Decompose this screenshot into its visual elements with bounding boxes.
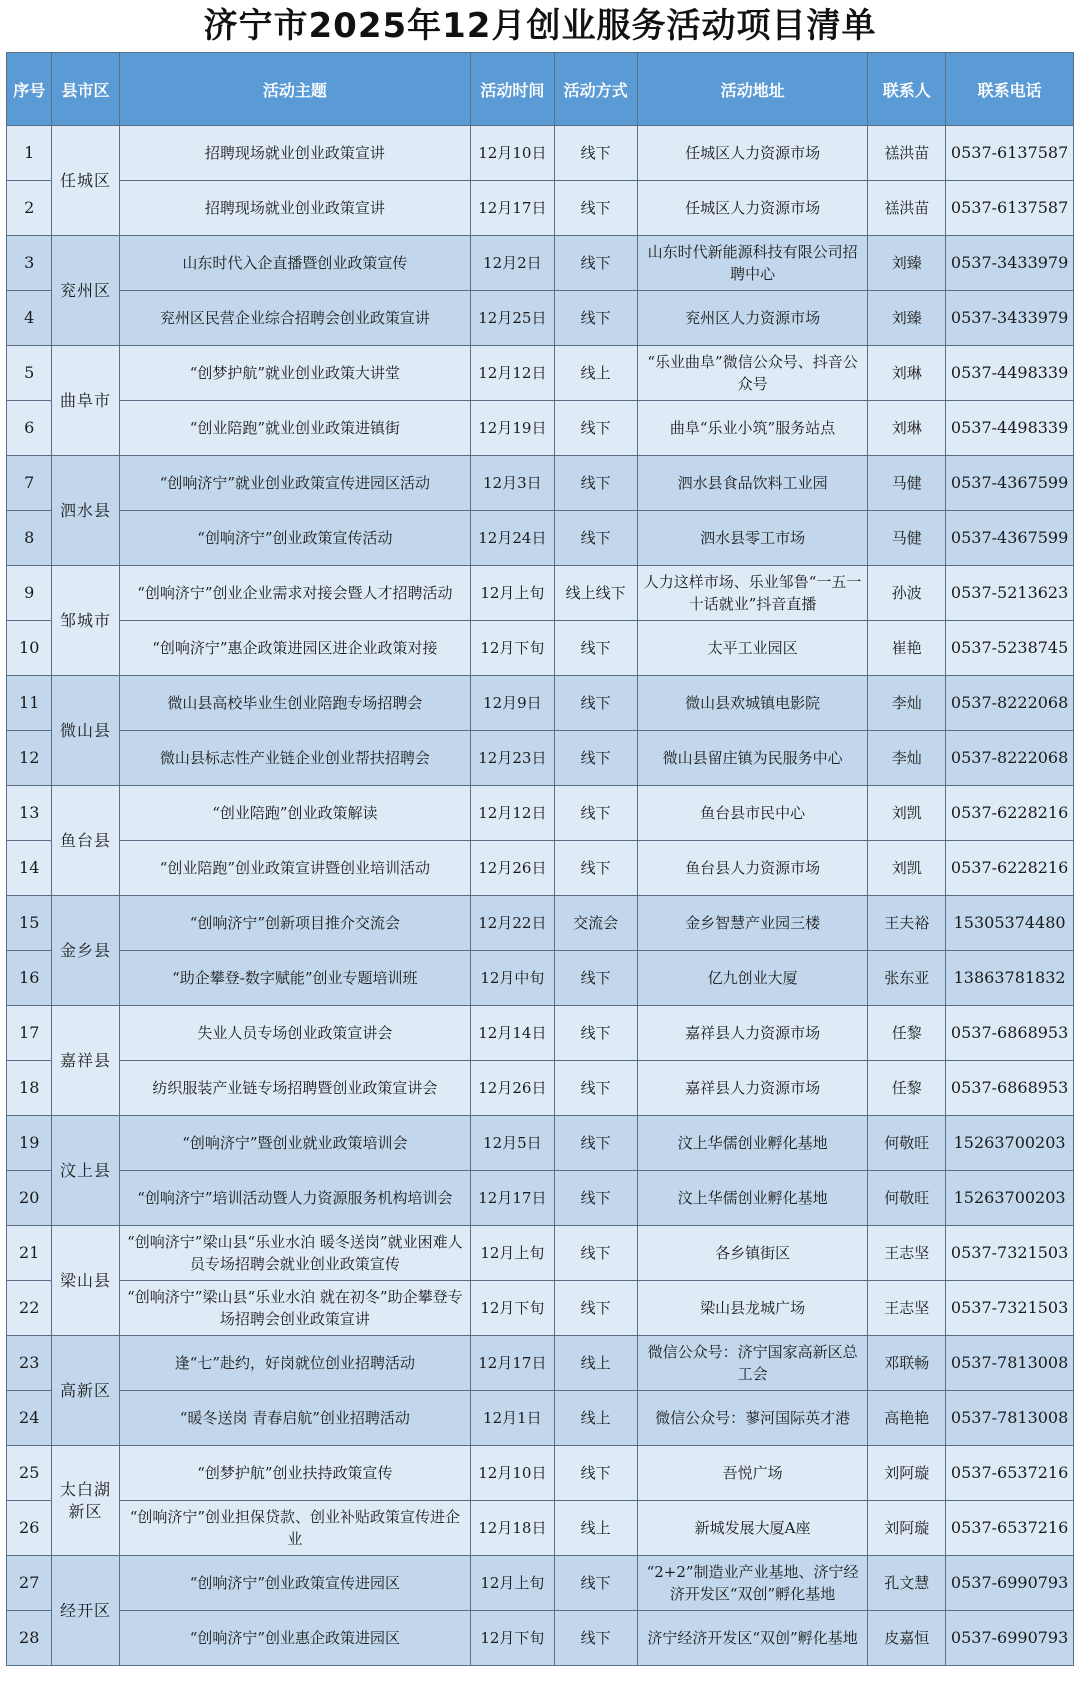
contact-cell: 邓联畅 — [868, 1336, 946, 1391]
phone-cell: 0537-6537216 — [946, 1446, 1074, 1501]
topic-cell: “创响济宁”惠企政策进园区进企业政策对接 — [119, 621, 471, 676]
phone-cell: 0537-4498339 — [946, 346, 1074, 401]
seq-cell: 6 — [7, 401, 52, 456]
contact-cell: 孔文慧 — [868, 1556, 946, 1611]
table-row — [7, 401, 1074, 456]
seq-cell: 16 — [7, 951, 52, 1006]
table-row — [7, 951, 1074, 1006]
contact-cell: 何敬旺 — [868, 1171, 946, 1226]
phone-cell: 0537-5213623 — [946, 566, 1074, 621]
address-cell: 鱼台县人力资源市场 — [637, 841, 867, 896]
mode-cell: 线下 — [554, 951, 637, 1006]
address-cell: 人力这样市场、乐业邹鲁“一五一十话就业”抖音直播 — [637, 566, 867, 621]
county-cell: 金乡县 — [52, 896, 119, 1006]
mode-cell: 线下 — [554, 731, 637, 786]
seq-cell: 15 — [7, 896, 52, 951]
contact-cell: 禚洪苗 — [868, 181, 946, 236]
time-cell: 12月1日 — [471, 1391, 554, 1446]
table-row — [7, 786, 1074, 841]
address-cell: 嘉祥县人力资源市场 — [637, 1061, 867, 1116]
table-row — [7, 676, 1074, 731]
topic-cell: 微山县高校毕业生创业陪跑专场招聘会 — [119, 676, 471, 731]
phone-cell: 0537-8222068 — [946, 676, 1074, 731]
time-cell: 12月22日 — [471, 896, 554, 951]
address-cell: 汶上华儒创业孵化基地 — [637, 1171, 867, 1226]
time-cell: 12月12日 — [471, 346, 554, 401]
seq-cell: 8 — [7, 511, 52, 566]
time-cell: 12月9日 — [471, 676, 554, 731]
time-cell: 12月5日 — [471, 1116, 554, 1171]
mode-cell: 线下 — [554, 511, 637, 566]
address-cell: 山东时代新能源科技有限公司招聘中心 — [637, 236, 867, 291]
table-row — [7, 1226, 1074, 1281]
county-cell: 任城区 — [52, 126, 119, 236]
activity-table — [6, 52, 1074, 1666]
contact-cell: 王夫裕 — [868, 896, 946, 951]
phone-cell: 0537-7813008 — [946, 1336, 1074, 1391]
address-cell: 鱼台县市民中心 — [637, 786, 867, 841]
topic-cell: “创响济宁”创业政策宣传活动 — [119, 511, 471, 566]
col-header-phone: 联系电话 — [946, 53, 1074, 126]
county-cell: 鱼台县 — [52, 786, 119, 896]
topic-cell: “创响济宁”梁山县“乐业水泊 暖冬送岗”就业困难人员专场招聘会就业创业政策宣传 — [119, 1226, 471, 1281]
topic-cell: 招聘现场就业创业政策宣讲 — [119, 126, 471, 181]
topic-cell: 纺织服装产业链专场招聘暨创业政策宣讲会 — [119, 1061, 471, 1116]
phone-cell: 0537-6228216 — [946, 841, 1074, 896]
address-cell: 吾悦广场 — [637, 1446, 867, 1501]
address-cell: 微信公众号：蓼河国际英才港 — [637, 1391, 867, 1446]
col-header-topic: 活动主题 — [119, 53, 471, 126]
time-cell: 12月18日 — [471, 1501, 554, 1556]
phone-cell: 0537-7321503 — [946, 1281, 1074, 1336]
time-cell: 12月17日 — [471, 1336, 554, 1391]
table-row — [7, 731, 1074, 786]
contact-cell: 张东亚 — [868, 951, 946, 1006]
address-cell: 任城区人力资源市场 — [637, 181, 867, 236]
contact-cell: 孙波 — [868, 566, 946, 621]
contact-cell: 刘凯 — [868, 786, 946, 841]
table-row — [7, 1336, 1074, 1391]
contact-cell: 高艳艳 — [868, 1391, 946, 1446]
topic-cell: “创响济宁”创业企业需求对接会暨人才招聘活动 — [119, 566, 471, 621]
phone-cell: 0537-5238745 — [946, 621, 1074, 676]
col-header-address: 活动地址 — [637, 53, 867, 126]
county-cell: 汶上县 — [52, 1116, 119, 1226]
phone-cell: 0537-4498339 — [946, 401, 1074, 456]
contact-cell: 何敬旺 — [868, 1116, 946, 1171]
county-cell: 微山县 — [52, 676, 119, 786]
contact-cell: 刘阿璇 — [868, 1446, 946, 1501]
time-cell: 12月2日 — [471, 236, 554, 291]
topic-cell: 山东时代入企直播暨创业政策宣传 — [119, 236, 471, 291]
contact-cell: 刘臻 — [868, 291, 946, 346]
county-cell: 曲阜市 — [52, 346, 119, 456]
time-cell: 12月下旬 — [471, 1281, 554, 1336]
contact-cell: 禚洪苗 — [868, 126, 946, 181]
seq-cell: 18 — [7, 1061, 52, 1116]
table-row — [7, 1556, 1074, 1611]
topic-cell: “创梦护航”创业扶持政策宣传 — [119, 1446, 471, 1501]
mode-cell: 线下 — [554, 1226, 637, 1281]
topic-cell: “创响济宁”就业创业政策宣传进园区活动 — [119, 456, 471, 511]
mode-cell: 线下 — [554, 181, 637, 236]
contact-cell: 任黎 — [868, 1061, 946, 1116]
time-cell: 12月12日 — [471, 786, 554, 841]
address-cell: “2+2”制造业产业基地、济宁经济开发区“双创”孵化基地 — [637, 1556, 867, 1611]
mode-cell: 线上 — [554, 346, 637, 401]
phone-cell: 15263700203 — [946, 1116, 1074, 1171]
mode-cell: 线下 — [554, 126, 637, 181]
contact-cell: 刘阿璇 — [868, 1501, 946, 1556]
table-row — [7, 1116, 1074, 1171]
mode-cell: 线下 — [554, 841, 637, 896]
seq-cell: 11 — [7, 676, 52, 731]
time-cell: 12月25日 — [471, 291, 554, 346]
mode-cell: 线下 — [554, 1061, 637, 1116]
phone-cell: 0537-6990793 — [946, 1611, 1074, 1666]
seq-cell: 17 — [7, 1006, 52, 1061]
time-cell: 12月10日 — [471, 126, 554, 181]
time-cell: 12月26日 — [471, 841, 554, 896]
mode-cell: 线下 — [554, 236, 637, 291]
table-row — [7, 841, 1074, 896]
seq-cell: 21 — [7, 1226, 52, 1281]
seq-cell: 12 — [7, 731, 52, 786]
address-cell: 曲阜“乐业小筑”服务站点 — [637, 401, 867, 456]
seq-cell: 26 — [7, 1501, 52, 1556]
time-cell: 12月19日 — [471, 401, 554, 456]
seq-cell: 14 — [7, 841, 52, 896]
col-header-time: 活动时间 — [471, 53, 554, 126]
topic-cell: “创业陪跑”创业政策解读 — [119, 786, 471, 841]
seq-cell: 27 — [7, 1556, 52, 1611]
table-row — [7, 1061, 1074, 1116]
table-row — [7, 346, 1074, 401]
topic-cell: 失业人员专场创业政策宣讲会 — [119, 1006, 471, 1061]
seq-cell: 19 — [7, 1116, 52, 1171]
phone-cell: 13863781832 — [946, 951, 1074, 1006]
topic-cell: 招聘现场就业创业政策宣讲 — [119, 181, 471, 236]
address-cell: 梁山县龙城广场 — [637, 1281, 867, 1336]
topic-cell: “助企攀登-数字赋能”创业专题培训班 — [119, 951, 471, 1006]
mode-cell: 线下 — [554, 1556, 637, 1611]
seq-cell: 7 — [7, 456, 52, 511]
address-cell: 微信公众号：济宁国家高新区总工会 — [637, 1336, 867, 1391]
phone-cell: 15305374480 — [946, 896, 1074, 951]
topic-cell: “创业陪跑”创业政策宣讲暨创业培训活动 — [119, 841, 471, 896]
contact-cell: 刘琳 — [868, 401, 946, 456]
contact-cell: 刘臻 — [868, 236, 946, 291]
county-cell: 高新区 — [52, 1336, 119, 1446]
seq-cell: 10 — [7, 621, 52, 676]
address-cell: 太平工业园区 — [637, 621, 867, 676]
time-cell: 12月24日 — [471, 511, 554, 566]
seq-cell: 20 — [7, 1171, 52, 1226]
time-cell: 12月26日 — [471, 1061, 554, 1116]
address-cell: 微山县留庄镇为民服务中心 — [637, 731, 867, 786]
mode-cell: 线上线下 — [554, 566, 637, 621]
seq-cell: 25 — [7, 1446, 52, 1501]
county-cell: 经开区 — [52, 1556, 119, 1666]
address-cell: 各乡镇街区 — [637, 1226, 867, 1281]
mode-cell: 线下 — [554, 1006, 637, 1061]
table-row — [7, 1446, 1074, 1501]
phone-cell: 0537-8222068 — [946, 731, 1074, 786]
topic-cell: “创梦护航”就业创业政策大讲堂 — [119, 346, 471, 401]
table-row — [7, 621, 1074, 676]
address-cell: 嘉祥县人力资源市场 — [637, 1006, 867, 1061]
address-cell: 新城发展大厦A座 — [637, 1501, 867, 1556]
phone-cell: 0537-4367599 — [946, 456, 1074, 511]
county-cell: 兖州区 — [52, 236, 119, 346]
mode-cell: 交流会 — [554, 896, 637, 951]
table-row — [7, 181, 1074, 236]
address-cell: 任城区人力资源市场 — [637, 126, 867, 181]
table-row — [7, 1391, 1074, 1446]
phone-cell: 15263700203 — [946, 1171, 1074, 1226]
topic-cell: “创响济宁”创业惠企政策进园区 — [119, 1611, 471, 1666]
seq-cell: 9 — [7, 566, 52, 621]
page-title: 济宁市2025年12月创业服务活动项目清单 — [203, 6, 877, 46]
time-cell: 12月23日 — [471, 731, 554, 786]
table-row — [7, 291, 1074, 346]
mode-cell: 线上 — [554, 1501, 637, 1556]
header-row — [7, 53, 1074, 126]
mode-cell: 线上 — [554, 1336, 637, 1391]
contact-cell: 皮嘉恒 — [868, 1611, 946, 1666]
time-cell: 12月3日 — [471, 456, 554, 511]
time-cell: 12月17日 — [471, 1171, 554, 1226]
county-cell: 太白湖新区 — [52, 1446, 119, 1556]
seq-cell: 1 — [7, 126, 52, 181]
phone-cell: 0537-3433979 — [946, 236, 1074, 291]
county-cell: 泗水县 — [52, 456, 119, 566]
seq-cell: 24 — [7, 1391, 52, 1446]
address-cell: 泗水县食品饮料工业园 — [637, 456, 867, 511]
county-cell: 梁山县 — [52, 1226, 119, 1336]
time-cell: 12月上旬 — [471, 1556, 554, 1611]
table-body — [7, 126, 1074, 1666]
mode-cell: 线下 — [554, 1611, 637, 1666]
seq-cell: 2 — [7, 181, 52, 236]
mode-cell: 线下 — [554, 1446, 637, 1501]
mode-cell: 线上 — [554, 1391, 637, 1446]
table-row — [7, 1281, 1074, 1336]
mode-cell: 线下 — [554, 401, 637, 456]
mode-cell: 线下 — [554, 1116, 637, 1171]
county-cell: 嘉祥县 — [52, 1006, 119, 1116]
contact-cell: 刘琳 — [868, 346, 946, 401]
contact-cell: 刘凯 — [868, 841, 946, 896]
seq-cell: 3 — [7, 236, 52, 291]
county-cell: 邹城市 — [52, 566, 119, 676]
topic-cell: “创响济宁”培训活动暨人力资源服务机构培训会 — [119, 1171, 471, 1226]
time-cell: 12月14日 — [471, 1006, 554, 1061]
phone-cell: 0537-6868953 — [946, 1006, 1074, 1061]
contact-cell: 崔艳 — [868, 621, 946, 676]
mode-cell: 线下 — [554, 456, 637, 511]
contact-cell: 李灿 — [868, 676, 946, 731]
contact-cell: 任黎 — [868, 1006, 946, 1061]
seq-cell: 13 — [7, 786, 52, 841]
phone-cell: 0537-6537216 — [946, 1501, 1074, 1556]
seq-cell: 22 — [7, 1281, 52, 1336]
phone-cell: 0537-7813008 — [946, 1391, 1074, 1446]
table-row — [7, 566, 1074, 621]
phone-cell: 0537-3433979 — [946, 291, 1074, 346]
phone-cell: 0537-6137587 — [946, 181, 1074, 236]
phone-cell: 0537-4367599 — [946, 511, 1074, 566]
col-header-contact: 联系人 — [868, 53, 946, 126]
contact-cell: 王志坚 — [868, 1226, 946, 1281]
seq-cell: 28 — [7, 1611, 52, 1666]
address-cell: 汶上华儒创业孵化基地 — [637, 1116, 867, 1171]
time-cell: 12月10日 — [471, 1446, 554, 1501]
mode-cell: 线下 — [554, 621, 637, 676]
mode-cell: 线下 — [554, 676, 637, 731]
mode-cell: 线下 — [554, 786, 637, 841]
topic-cell: “创业陪跑”就业创业政策进镇街 — [119, 401, 471, 456]
table-row — [7, 1171, 1074, 1226]
col-header-mode: 活动方式 — [554, 53, 637, 126]
table-row — [7, 1501, 1074, 1556]
time-cell: 12月上旬 — [471, 1226, 554, 1281]
address-cell: 济宁经济开发区“双创”孵化基地 — [637, 1611, 867, 1666]
time-cell: 12月下旬 — [471, 621, 554, 676]
contact-cell: 马健 — [868, 511, 946, 566]
topic-cell: 逢“七”赴约，好岗就位创业招聘活动 — [119, 1336, 471, 1391]
contact-cell: 李灿 — [868, 731, 946, 786]
mode-cell: 线下 — [554, 1281, 637, 1336]
phone-cell: 0537-6868953 — [946, 1061, 1074, 1116]
topic-cell: 微山县标志性产业链企业创业帮扶招聘会 — [119, 731, 471, 786]
table-row — [7, 456, 1074, 511]
topic-cell: “创响济宁”创业政策宣传进园区 — [119, 1556, 471, 1611]
topic-cell: “创响济宁”梁山县“乐业水泊 就在初冬”助企攀登专场招聘会创业政策宣讲 — [119, 1281, 471, 1336]
topic-cell: 兖州区民营企业综合招聘会创业政策宣讲 — [119, 291, 471, 346]
table-row — [7, 236, 1074, 291]
topic-cell: “创响济宁”创新项目推介交流会 — [119, 896, 471, 951]
topic-cell: “暖冬送岗 青春启航”创业招聘活动 — [119, 1391, 471, 1446]
time-cell: 12月17日 — [471, 181, 554, 236]
table-row — [7, 126, 1074, 181]
seq-cell: 23 — [7, 1336, 52, 1391]
topic-cell: “创响济宁”创业担保贷款、创业补贴政策宣传进企业 — [119, 1501, 471, 1556]
phone-cell: 0537-6228216 — [946, 786, 1074, 841]
address-cell: 泗水县零工市场 — [637, 511, 867, 566]
table-row — [7, 1006, 1074, 1061]
seq-cell: 4 — [7, 291, 52, 346]
table-row — [7, 1611, 1074, 1666]
topic-cell: “创响济宁”暨创业就业政策培训会 — [119, 1116, 471, 1171]
phone-cell: 0537-7321503 — [946, 1226, 1074, 1281]
seq-cell: 5 — [7, 346, 52, 401]
col-header-seq: 序号 — [7, 53, 52, 126]
time-cell: 12月中旬 — [471, 951, 554, 1006]
address-cell: 兖州区人力资源市场 — [637, 291, 867, 346]
address-cell: 微山县欢城镇电影院 — [637, 676, 867, 731]
contact-cell: 王志坚 — [868, 1281, 946, 1336]
phone-cell: 0537-6990793 — [946, 1556, 1074, 1611]
contact-cell: 马健 — [868, 456, 946, 511]
time-cell: 12月上旬 — [471, 566, 554, 621]
address-cell: “乐业曲阜”微信公众号、抖音公众号 — [637, 346, 867, 401]
mode-cell: 线下 — [554, 291, 637, 346]
phone-cell: 0537-6137587 — [946, 126, 1074, 181]
mode-cell: 线下 — [554, 1171, 637, 1226]
address-cell: 亿九创业大厦 — [637, 951, 867, 1006]
time-cell: 12月下旬 — [471, 1611, 554, 1666]
address-cell: 金乡智慧产业园三楼 — [637, 896, 867, 951]
col-header-county: 县市区 — [52, 53, 119, 126]
table-row — [7, 896, 1074, 951]
table-row — [7, 511, 1074, 566]
